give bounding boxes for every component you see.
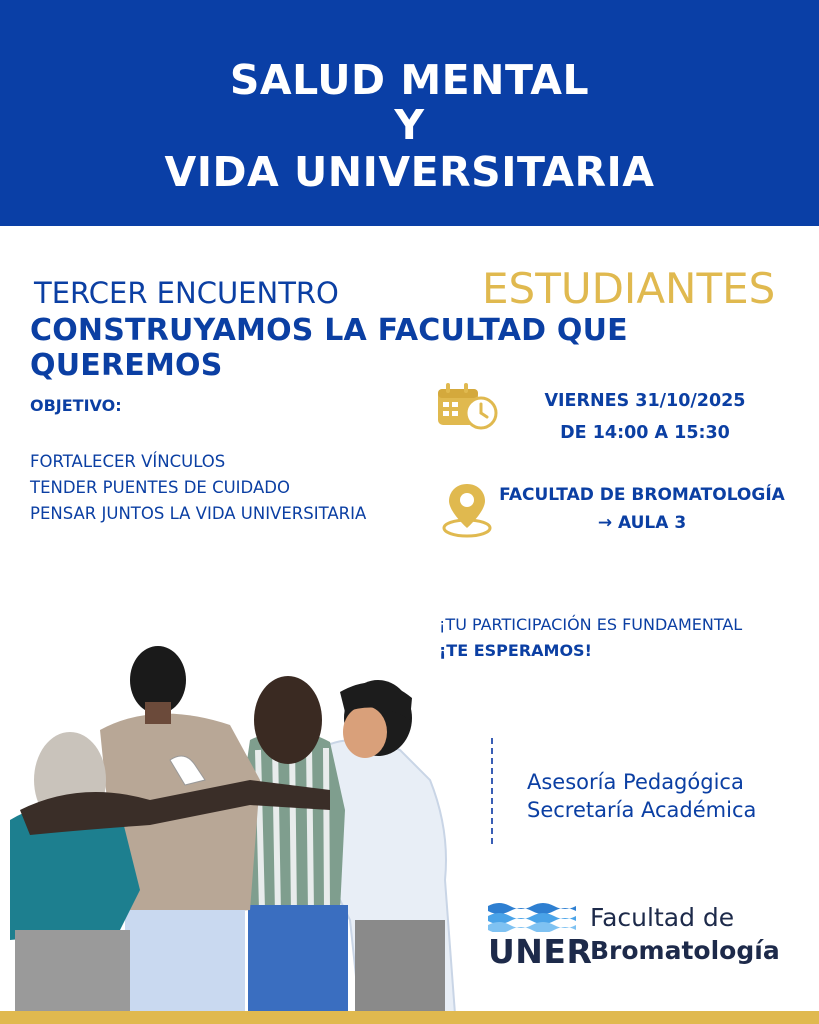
dashed-divider xyxy=(491,738,493,844)
faculty-name-line-2: Bromatología xyxy=(590,936,780,965)
organizers xyxy=(527,768,756,824)
organizer-line-2: Secretaría Académica xyxy=(527,798,757,822)
calendar-clock-icon xyxy=(436,381,498,431)
objetivo-heading: OBJETIVO: xyxy=(30,396,122,415)
objetivo-item: PENSAR JUNTOS LA VIDA UNIVERSITARIA xyxy=(30,504,367,523)
audience-label: ESTUDIANTES xyxy=(482,264,776,313)
location-pin-icon xyxy=(440,480,494,538)
welcome-text: ¡TE ESPERAMOS! xyxy=(439,641,592,660)
event-date: VIERNES 31/10/2025 xyxy=(544,391,746,411)
objetivo-item: FORTALECER VÍNCULOS xyxy=(30,452,226,471)
bottom-accent-bar xyxy=(0,1011,819,1024)
students-hugging-illustration xyxy=(0,630,470,1014)
objetivo-list xyxy=(30,449,366,527)
uner-waves-logo xyxy=(488,898,576,932)
event-datetime xyxy=(530,385,760,449)
event-location xyxy=(496,481,788,537)
participation-text: ¡TU PARTICIPACIÓN ES FUNDAMENTAL xyxy=(439,615,743,634)
person-striped xyxy=(240,676,348,1014)
title-line-3: VIDA UNIVERSITARIA xyxy=(164,148,655,196)
title-line-2: Y xyxy=(394,101,425,149)
event-place: FACULTAD DE BROMATOLOGÍA xyxy=(499,485,785,505)
event-room: → AULA 3 xyxy=(597,513,687,533)
header-banner xyxy=(0,0,819,226)
faculty-name-line-1: Facultad de xyxy=(590,903,735,932)
organizer-line-1: Asesoría Pedagógica xyxy=(527,770,744,794)
event-time: DE 14:00 A 15:30 xyxy=(560,423,730,443)
title-line-1: SALUD MENTAL xyxy=(229,56,590,104)
headline: CONSTRUYAMOS LA FACULTAD QUE QUEREMOS xyxy=(30,313,628,383)
call-to-action xyxy=(439,612,742,664)
encuentro-label: TERCER ENCUENTRO xyxy=(34,276,339,310)
objetivo-item: TENDER PUENTES DE CUIDADO xyxy=(30,478,290,497)
uner-acronym: UNER xyxy=(488,932,593,971)
